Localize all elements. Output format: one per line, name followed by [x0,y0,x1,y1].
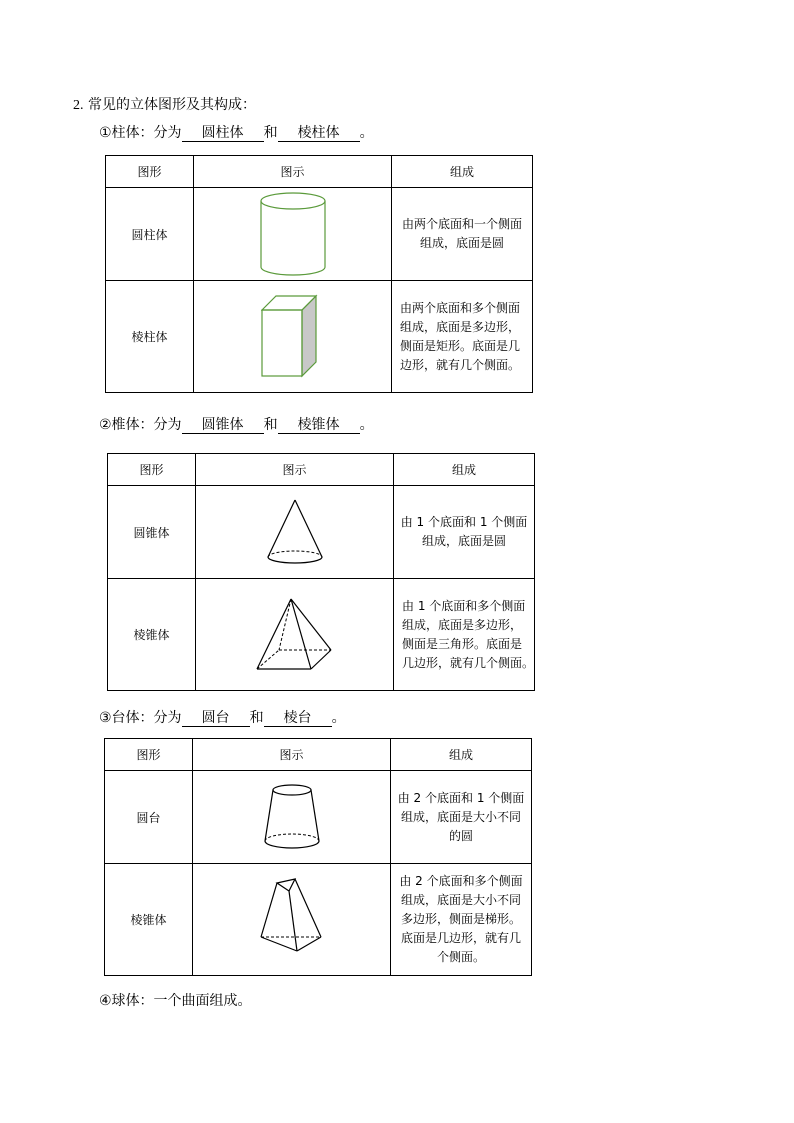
desc-line: 多边形，侧面是梯形。 [400,912,521,926]
col-header-shape: 图形 [106,156,194,188]
composition-text [394,513,534,551]
composition-text [394,597,534,673]
desc-line: 由两个底面和一个侧面 [401,217,522,231]
answer-blank-1: 圆锥体 [182,417,264,434]
desc-line: 由 1 个底面和多个侧面 [402,598,526,613]
table-header-row [105,739,532,771]
prism-category-line [99,122,374,142]
prism-figure [261,294,325,380]
composition-cell [392,188,533,281]
composition-cell [394,486,535,579]
table-row [108,579,535,691]
frustum-cone-figure [261,781,323,853]
intro-prefix: ①柱体：分为 [99,125,182,141]
desc-line: 的圆 [448,828,473,843]
desc-line: 组成，底面是多边形， [402,617,523,632]
prism-table [105,155,533,393]
answer-blank-2: 棱锥体 [278,417,360,434]
desc-line: 几边形，就有几个侧面。 [402,655,535,670]
col-header-composition: 组成 [394,454,535,486]
heading-number: 2. [73,98,84,113]
pyramid-category-line [99,414,374,434]
intro-end: 。 [331,710,346,726]
intro-prefix: ②椎体：分为 [99,417,182,433]
desc-line: 底面是几边形，就有几 [400,931,521,945]
desc-line: 由 2 个底面和多个侧面 [399,874,523,888]
frustum-category-line [99,707,346,727]
desc-line: 由两个底面和多个侧面 [400,300,521,315]
desc-line: 由 2 个底面和 1 个侧面 [397,790,525,805]
composition-cell [391,771,532,864]
table-header-row [108,454,535,486]
desc-line: 组成，底面是多边形， [400,319,521,334]
answer-blank-2: 棱柱体 [278,125,360,142]
section-heading [73,94,256,114]
composition-cell [391,864,532,976]
figure-cell [196,579,394,691]
col-header-composition: 组成 [392,156,533,188]
figure-cell [196,486,394,579]
figure-cell [193,771,391,864]
sphere-line: ④球体：一个曲面组成。 [99,993,252,1009]
pyramid-figure [255,597,335,673]
heading-text: 常见的立体图形及其构成： [87,97,256,113]
shape-name: 棱锥体 [105,864,193,976]
desc-line: 组成，底面是大小不同 [400,809,521,824]
answer-blank-1: 圆柱体 [182,125,264,142]
desc-line: 组成，底面是圆 [419,236,504,250]
table-row [105,771,532,864]
table-row [105,864,532,976]
table-header-row [106,156,533,188]
composition-text [392,299,532,375]
table-row [106,188,533,281]
col-header-figure: 图示 [196,454,394,486]
figure-cell [194,188,392,281]
col-header-composition: 组成 [391,739,532,771]
intro-mid: 和 [263,125,278,141]
shape-name: 圆台 [105,771,193,864]
col-header-figure: 图示 [194,156,392,188]
figure-cell [194,281,392,393]
composition-cell [394,579,535,691]
desc-line: 组成，底面是圆 [421,534,506,548]
desc-line: 由 1 个底面和 1 个侧面 [400,515,528,529]
col-header-figure: 图示 [193,739,391,771]
frustum-table [104,738,532,976]
desc-line: 侧面是三角形。底面是 [402,636,523,651]
composition-cell [392,281,533,393]
col-header-shape: 图形 [108,454,196,486]
pyramid-table [107,453,535,691]
intro-end: 。 [359,417,374,433]
intro-mid: 和 [249,710,264,726]
answer-blank-2: 棱台 [264,710,332,727]
desc-line: 侧面是矩形。底面是几 [400,338,521,353]
intro-end: 。 [359,125,374,141]
desc-line: 组成，底面是大小不同 [400,893,521,907]
intro-prefix: ③台体：分为 [99,710,182,726]
table-row [108,486,535,579]
col-header-shape: 图形 [105,739,193,771]
answer-blank-1: 圆台 [182,710,250,727]
shape-name: 圆锥体 [108,486,196,579]
shape-name: 圆柱体 [106,188,194,281]
cylinder-figure [253,190,333,278]
table-row [106,281,533,393]
composition-text [391,872,531,967]
intro-mid: 和 [263,417,278,433]
desc-line: 个侧面。 [436,950,485,964]
composition-text [392,215,532,253]
desc-line: 边形，就有几个侧面。 [400,357,521,372]
composition-text [391,789,531,846]
cone-figure [264,498,326,566]
shape-name: 棱柱体 [106,281,194,393]
frustum-pyramid-figure [259,877,325,963]
figure-cell [193,864,391,976]
shape-name: 棱锥体 [108,579,196,691]
